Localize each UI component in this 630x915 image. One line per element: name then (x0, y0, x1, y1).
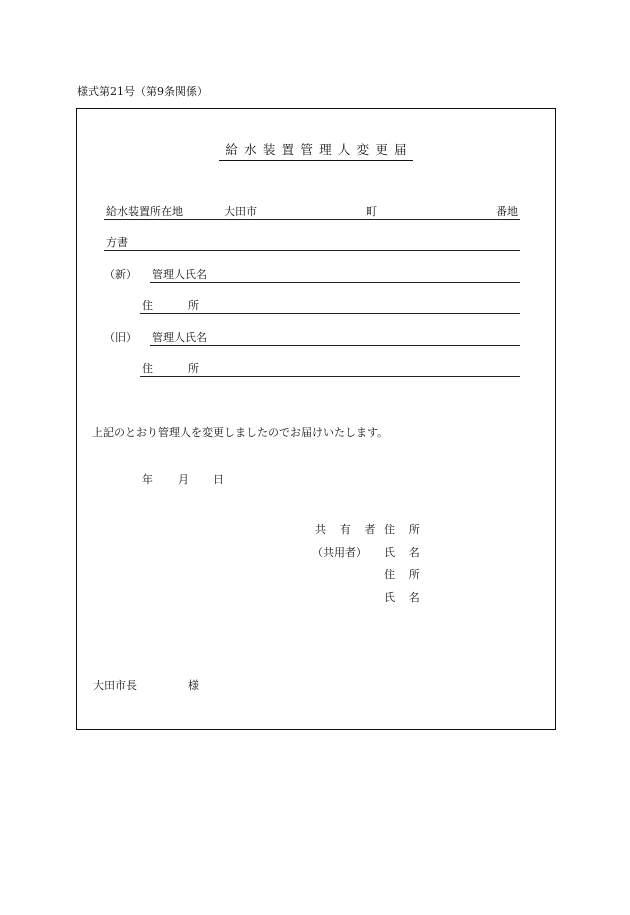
co-owner-name-label-2: 氏名 (384, 591, 434, 604)
location-lot-suffix: 番地 (496, 205, 518, 218)
form-number: 様式第21号（第9条関係） (77, 85, 208, 98)
co-owner-name-label-1: 氏名 (384, 546, 434, 559)
co-owner-address-label-1: 住所 (384, 523, 434, 536)
form-title (76, 144, 556, 157)
statement-text: 上記のとおり管理人を変更しましたのでお届けいたします。 (92, 426, 389, 439)
location-label: 給水装置所在地 (106, 205, 183, 218)
old-manager-name-label: 管理人氏名 (152, 331, 207, 344)
form-frame (76, 108, 556, 730)
form-title-text: 給水装置管理人変更届 (219, 142, 413, 161)
new-manager-name-field-line[interactable] (150, 282, 520, 283)
location-town-suffix: 町 (366, 205, 377, 218)
date-year-label: 年 (142, 473, 153, 486)
new-manager-address-label-1: 住 (142, 299, 153, 312)
old-manager-address-field-line[interactable] (140, 376, 520, 377)
address-detail-field-line[interactable] (104, 250, 520, 251)
new-manager-address-field-line[interactable] (140, 313, 520, 314)
co-owner-address-label-2: 住所 (384, 568, 434, 581)
new-manager-tag: （新） (104, 268, 137, 281)
recipient-honorific: 様 (188, 679, 199, 692)
date-day-label: 日 (213, 473, 224, 486)
old-manager-name-field-line[interactable] (150, 345, 520, 346)
new-manager-address-label-2: 所 (188, 299, 199, 312)
co-owner-label: 共有者 (315, 523, 390, 536)
new-manager-name-label: 管理人氏名 (152, 268, 207, 281)
old-manager-tag: （旧） (104, 331, 137, 344)
location-city: 大田市 (224, 205, 257, 218)
address-detail-label: 方書 (106, 236, 128, 249)
co-owner-sub-label: （共用者） (312, 546, 367, 559)
old-manager-address-label-1: 住 (142, 362, 153, 375)
date-month-label: 月 (178, 473, 189, 486)
old-manager-address-label-2: 所 (188, 362, 199, 375)
location-field-line[interactable] (104, 219, 520, 220)
recipient-title: 大田市長 (93, 679, 137, 692)
